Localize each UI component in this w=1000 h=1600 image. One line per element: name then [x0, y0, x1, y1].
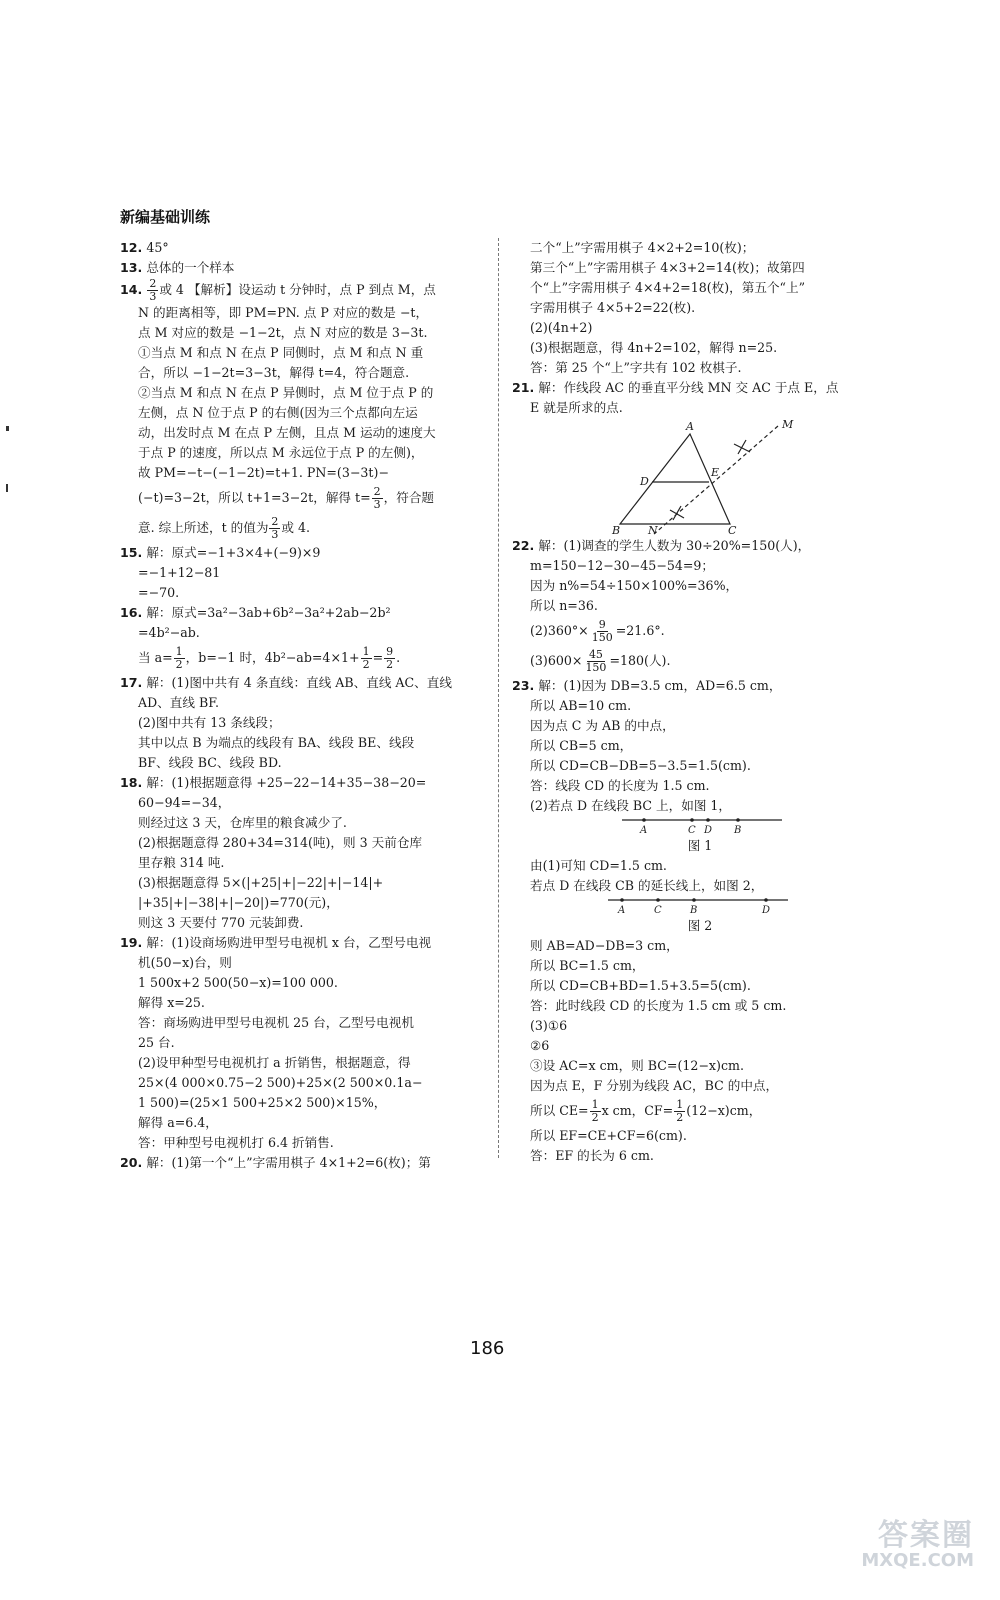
fig1-label-b: B — [734, 825, 742, 836]
fig21-label-d: D — [640, 475, 649, 488]
text-line: 因为点 C 为 AB 的中点， — [530, 718, 675, 733]
text-line: ②6 — [530, 1038, 550, 1053]
text-line: 因为点 E，F 分别为线段 AC，BC 的中点， — [530, 1078, 779, 1093]
text-line: 答：此时线段 CD 的长度为 1.5 cm 或 5 cm. — [530, 998, 787, 1013]
text-line: 则经过这 3 天，仓库里的粮食减少了. — [138, 815, 347, 830]
text-line: (2)(4n+2) — [530, 320, 593, 335]
text-line: 解得 a=6.4， — [138, 1115, 218, 1130]
answer-block-23-end — [512, 936, 888, 1166]
text-line: 答：第 25 个“上”字共有 102 枚棋子. — [530, 360, 742, 375]
text-line: AD、直线 BF. — [138, 695, 220, 710]
fig1-label-c: C — [688, 825, 696, 836]
text-line: 答：EF 的长为 6 cm. — [530, 1148, 654, 1163]
right-column — [512, 238, 888, 1166]
text-line: ①当点 M 和点 N 在点 P 同侧时，点 M 和点 N 重 — [138, 345, 424, 360]
text-line: BF、线段 BC、线段 BD. — [138, 755, 282, 770]
text-line: 点 M 对应的数是 −1−2t，点 N 对应的数是 3−3t. — [138, 325, 428, 340]
text-line: N 的距离相等，即 PM=PN. 点 P 对应的数是 −t， — [138, 305, 429, 320]
fig2-label-b: B — [690, 905, 698, 916]
text-line: 左侧，点 N 位于点 P 的右侧(因为三个点都向左运 — [138, 405, 418, 420]
text-line: 答：商场购进甲型号电视机 25 台，乙型号电视机 — [138, 1015, 414, 1030]
fig21-label-a: A — [686, 420, 694, 433]
text-line: m=150−12−30−45−54=9； — [530, 558, 714, 573]
fig1-label-d: D — [704, 825, 713, 836]
text-line: 所以 CD=CB−DB=5−3.5=1.5(cm). — [530, 758, 751, 773]
column-divider — [498, 238, 499, 1158]
left-column — [120, 238, 488, 1173]
text-line: 25 台. — [138, 1035, 175, 1050]
text-line: 当 a= $\frac{1}{2}$ ，b=−1 时，4b²−ab=4×1+ $\frac{1}{2}$ = $\frac{9}{2}$ . — [138, 645, 401, 671]
text-line: ②当点 M 和点 N 在点 P 异侧时，点 M 位于点 P 的 — [138, 385, 434, 400]
text-line: 所以 CB=5 cm， — [530, 738, 633, 753]
text-line: =4b²−ab. — [138, 625, 200, 640]
text-line: E 就是所求的点. — [530, 400, 623, 415]
text-line: 1 500)=(25×1 500+25×2 500)×15%， — [138, 1095, 387, 1110]
margin-mark — [6, 484, 8, 492]
answer-block-23-cont — [512, 856, 888, 896]
text-line: 故 PM=−t−(−1−2t)=t+1. PN=(3−3t)− — [138, 465, 389, 480]
section-title: 新编基础训练 — [120, 208, 211, 226]
watermark — [818, 1510, 978, 1580]
text-line: 16. 解：原式=3a²−3ab+6b²−3a²+2ab−2b² — [120, 605, 391, 620]
text-line: 合，所以 −1−2t=3−3t，解得 t=4，符合题意. — [138, 365, 410, 380]
text-line: 动，出发时点 M 在点 P 左侧，且点 M 运动的速度大 — [138, 425, 436, 440]
text-line: 第三个“上”字需用棋子 4×3+2=14(枚)；故第四 — [530, 260, 805, 275]
text-line: 25×(4 000×0.75−2 500)+25×(2 500×0.1a− — [138, 1075, 423, 1090]
fig21-label-c: C — [728, 524, 737, 536]
text-line: 答：线段 CD 的长度为 1.5 cm. — [530, 778, 710, 793]
text-line: ③设 AC=x cm，则 BC=(12−x)cm. — [530, 1058, 744, 1073]
text-line: 则这 3 天要付 770 元装卸费. — [138, 915, 304, 930]
figure-1-caption: 图 1 — [687, 838, 713, 853]
text-line: 15. 解：原式=−1+3×4+(−9)×9 — [120, 545, 321, 560]
text-line: 则 AB=AD−DB=3 cm， — [530, 938, 679, 953]
text-line: 答：甲种型号电视机打 6.4 折销售. — [138, 1135, 334, 1150]
fig21-label-b: B — [612, 524, 621, 536]
fig21-label-m: M — [782, 418, 794, 431]
page-number: 186 — [470, 1338, 505, 1359]
text-line: (3)①6 — [530, 1018, 568, 1033]
text-line: (2)360°× $\frac{9}{150}$ =21.6°. — [530, 618, 665, 644]
text-line: 1 500x+2 500(50−x)=100 000. — [138, 975, 338, 990]
text-line: 21. 解：作线段 AC 的垂直平分线 MN 交 AC 于点 E，点 — [512, 380, 839, 395]
text-line: 二个“上”字需用棋子 4×2+2=10(枚)； — [530, 240, 755, 255]
text-line: =−70. — [138, 585, 180, 600]
text-line: 所以 CD=CB+BD=1.5+3.5=5(cm). — [530, 978, 751, 993]
text-line: 23. 解：(1)因为 DB=3.5 cm，AD=6.5 cm， — [512, 678, 782, 693]
answer-block-20-21 — [512, 238, 888, 418]
text-line: (2)根据题意得 280+34=314(吨)，则 3 天前仓库 — [138, 835, 423, 850]
text-line: 所以 EF=CE+CF=6(cm). — [530, 1128, 687, 1143]
answer-block-22-23 — [512, 536, 888, 816]
fig1-label-a: A — [640, 825, 648, 836]
text-line: (−t)=3−2t，所以 t+1=3−2t，解得 t= $\frac{2}{3}$ ，符合题 — [138, 485, 435, 511]
text-line: 14. $\frac{2}{3}$ 或 4 【解析】设运动 t 分钟时，点 P 到点 M，点 — [120, 277, 436, 303]
text-line: 个“上”字需用棋子 4×4+2=18(枚)，第五个“上” — [530, 280, 806, 295]
text-line: (3)根据题意得 5×(|+25|+|−22|+|−14|+ — [138, 875, 384, 890]
text-line: |+35|+|−38|+|−20|)=770(元)， — [138, 895, 339, 910]
margin-mark — [6, 426, 9, 431]
text-line: 解得 x=25. — [138, 995, 205, 1010]
text-line: 由(1)可知 CD=1.5 cm. — [530, 858, 667, 873]
text-line: 所以 BC=1.5 cm， — [530, 958, 645, 973]
text-line: 意. 综上所述，t 的值为 $\frac{2}{3}$ 或 4. — [138, 515, 311, 541]
fig21-label-n: N — [648, 524, 658, 536]
text-line: 17. 解：(1)图中共有 4 条直线：直线 AB、直线 AC、直线 — [120, 675, 452, 690]
figure-1-number-line — [512, 816, 888, 836]
text-line: 19. 解：(1)设商场购进甲型号电视机 x 台，乙型号电视 — [120, 935, 432, 950]
watermark-logo-text: 答案圈 — [878, 1518, 974, 1553]
fig21-label-e: E — [711, 466, 720, 479]
text-line: 机(50−x)台，则 — [138, 955, 232, 970]
fig2-label-a: A — [618, 905, 626, 916]
text-line: 所以 AB=10 cm. — [530, 698, 632, 713]
text-line: 其中以点 B 为端点的线段有 BA、线段 BE、线段 — [138, 735, 415, 750]
text-line: (2)设甲种型号电视机打 a 折销售，根据题意，得 — [138, 1055, 411, 1070]
text-line: (2)图中共有 13 条线段； — [138, 715, 281, 730]
text-line: 13. 总体的一个样本 — [120, 260, 235, 275]
text-line: 于点 P 的速度，所以点 M 永远位于点 P 的左侧)， — [138, 445, 424, 460]
text-line: 22. 解：(1)调查的学生人数为 30÷20%=150(人)， — [512, 538, 811, 553]
text-line: 60−94=−34， — [138, 795, 231, 810]
text-line: 18. 解：(1)根据题意得 +25−22−14+35−38−20= — [120, 775, 427, 790]
text-line: =−1+12−81 — [138, 565, 221, 580]
fig2-label-d: D — [762, 905, 771, 916]
text-line: (2)若点 D 在线段 BC 上，如图 1， — [530, 798, 732, 813]
text-line: 20. 解：(1)第一个“上”字需用棋子 4×1+2=6(枚)；第 — [120, 1155, 431, 1170]
text-line: 所以 n=36. — [530, 598, 598, 613]
text-line: 因为 n%=54÷150×100%=36%， — [530, 578, 739, 593]
text-line: 若点 D 在线段 CB 的延长线上，如图 2， — [530, 878, 764, 893]
figure-2-caption: 图 2 — [687, 918, 713, 933]
text-line: (3)根据题意，得 4n+2=102，解得 n=25. — [530, 340, 778, 355]
text-line: 12. 45° — [120, 240, 169, 255]
figure-21-triangle — [512, 418, 888, 536]
text-line: 所以 CE= $\frac{1}{2}$ x cm，CF= $\frac{1}{2}$ (12−x)cm， — [530, 1098, 762, 1124]
text-line: 里存粮 314 吨. — [138, 855, 225, 870]
watermark-url: MXQE.COM — [861, 1550, 974, 1571]
fig2-label-c: C — [654, 905, 662, 916]
figure-2-number-line — [512, 896, 888, 916]
text-line: (3)600× $\frac{45}{150}$ =180(人). — [530, 648, 671, 674]
text-line: 字需用棋子 4×5+2=22(枚). — [530, 300, 696, 315]
